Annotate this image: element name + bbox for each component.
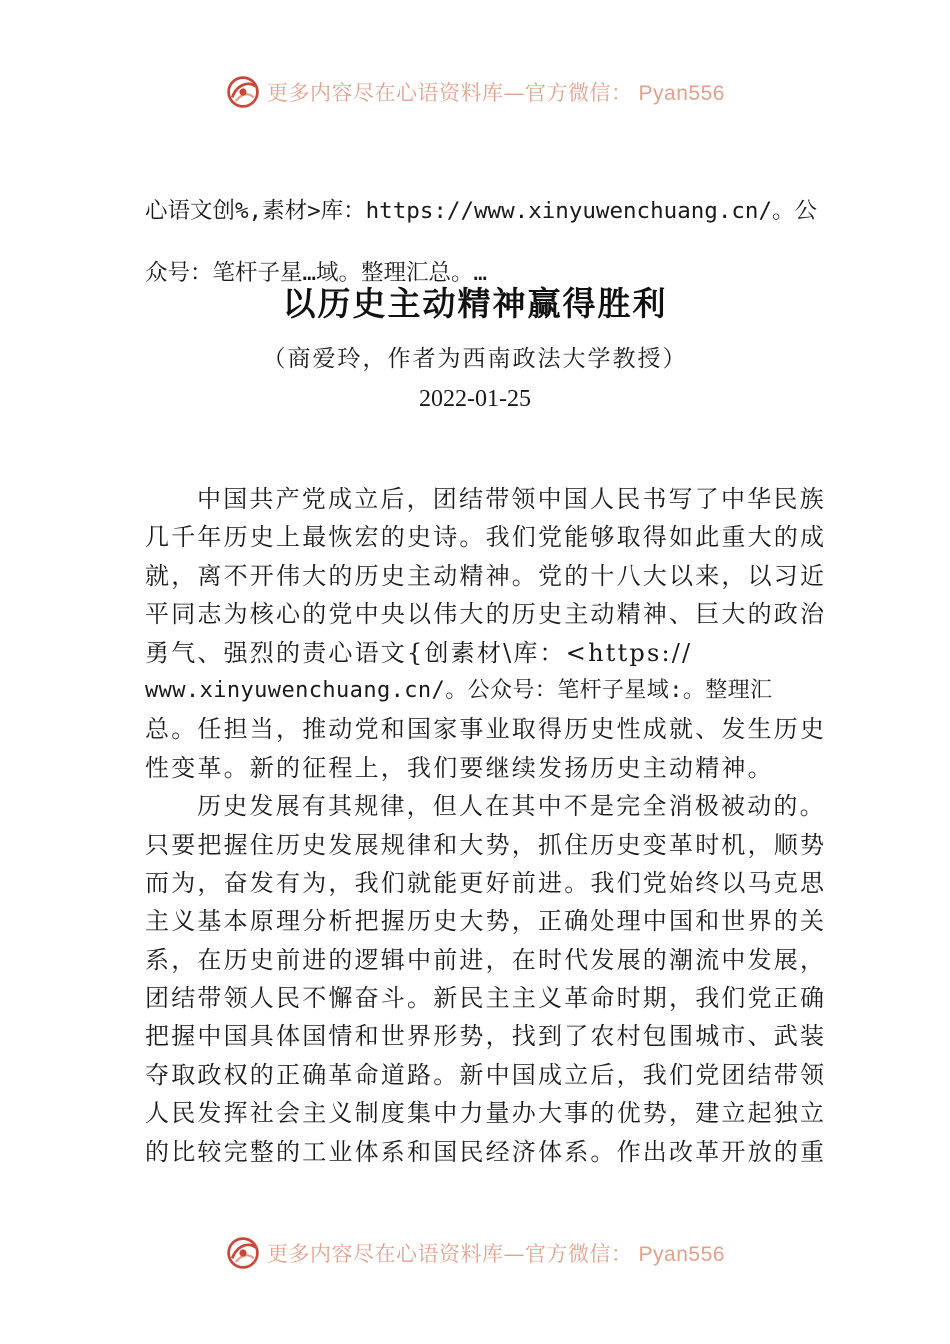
article-title: 以历史主动精神赢得胜利: [282, 284, 668, 323]
swirl-logo-icon: [225, 1235, 261, 1271]
body-line: 夺取政权的正确革命道路。新中国成立后，我们党团结带领: [145, 1060, 827, 1089]
banner-text: 更多内容尽在心语资料库—官方微信： Pyan556: [267, 81, 725, 105]
article-author: （商爱玲，作者为西南政法大学教授）: [262, 346, 688, 372]
swirl-logo-icon: [225, 74, 261, 110]
body-line: 团结带领人民不懈奋斗。新民主主义革命时期，我们党正确: [145, 984, 827, 1013]
article-body: [145, 480, 827, 1171]
banner-text: 更多内容尽在心语资料库—官方微信： Pyan556: [267, 1242, 725, 1266]
body-line: 平同志为核心的党中央以伟大的历史主动精神、巨大的政治: [145, 600, 827, 629]
body-line: 的比较完整的工业体系和国民经济体系。作出改革开放的重: [145, 1137, 827, 1166]
body-line: 而为，奋发有为，我们就能更好前进。我们党始终以马克思: [145, 868, 827, 897]
body-line: 历史发展有其规律，但人在其中不是完全消极被动的。: [197, 792, 826, 821]
footer-banner: [0, 1233, 950, 1273]
body-line: www.xinyuwenchuang.cn/。公众号：笔杆子星域:。整理汇: [145, 677, 773, 703]
body-line: 人民发挥社会主义制度集中力量办大事的优势，建立起独立: [145, 1099, 827, 1128]
body-line: 中国共产党成立后，团结带领中国人民书写了中华民族: [197, 485, 826, 513]
body-line: 把握中国具体国情和世界形势，找到了农村包围城市、武装: [145, 1022, 827, 1051]
watermark-line: 众号：笔杆子星…域。整理汇总。…: [145, 260, 488, 286]
body-line: 几千年历史上最恢宏的史诗。我们党能够取得如此重大的成: [145, 523, 827, 552]
body-line: 主义基本原理分析把握历史大势，正确处理中国和世界的关: [145, 907, 827, 936]
body-line: 勇气、强烈的责心语文{创素材\库：<https://: [145, 638, 693, 667]
watermark-line: 心语文创%,素材>库：https://www.xinyuwenchuang.cn/。公: [145, 198, 818, 224]
article-date: 2022-01-25: [419, 386, 531, 412]
body-line: 性变革。新的征程上，我们要继续发扬历史主动精神。: [145, 753, 774, 782]
body-line: 就，离不开伟大的历史主动精神。党的十八大以来，以习近: [145, 561, 827, 590]
body-line: 总。任担当，推动党和国家事业取得历史性成就、发生历史: [145, 715, 827, 744]
body-line: 只要把握住历史发展规律和大势，抓住历史变革时机，顺势: [145, 830, 827, 859]
body-line: 系，在历史前进的逻辑中前进，在时代发展的潮流中发展，: [145, 945, 827, 974]
header-banner: [0, 72, 950, 112]
